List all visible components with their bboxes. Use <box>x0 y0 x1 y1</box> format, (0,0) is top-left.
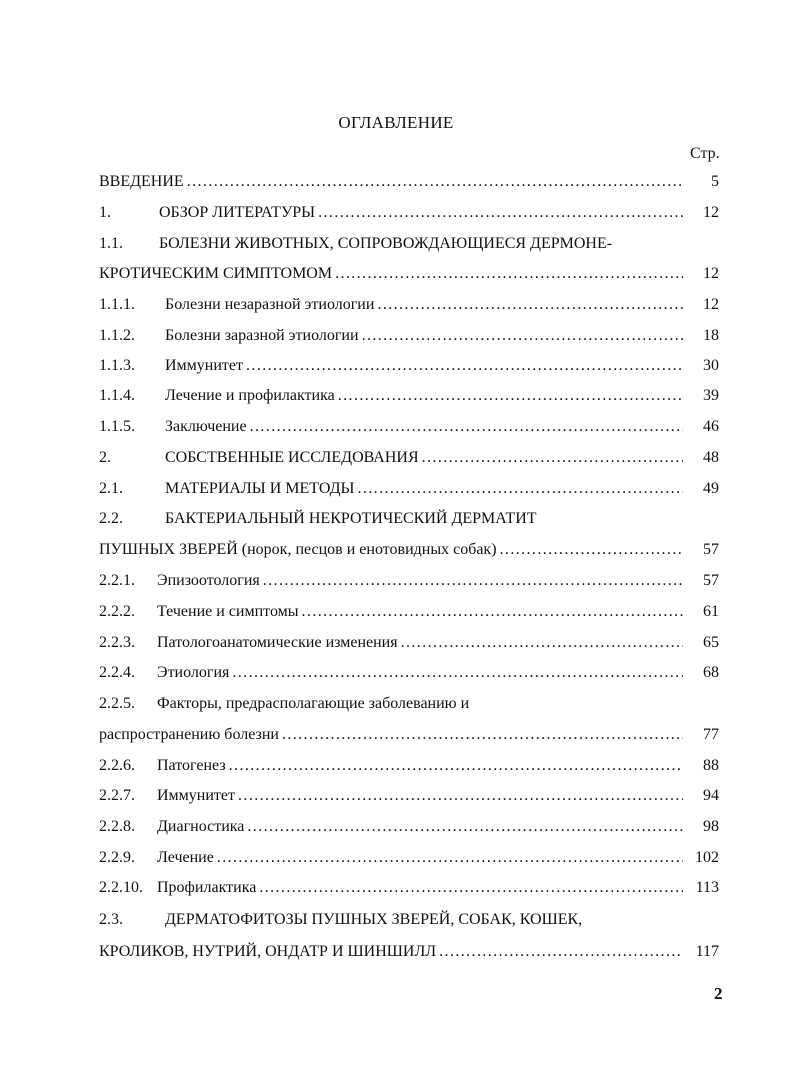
toc-entry-text: ОБЗОР ЛИТЕРАТУРЫ <box>159 204 316 221</box>
toc-entry-page: 113 <box>695 879 719 896</box>
toc-entry-text: ПУШНЫХ ЗВЕРЕЙ (норок, песцов и енотовидных собак) <box>99 541 497 558</box>
toc-entry-text: Патогенез <box>157 757 226 774</box>
toc-entry-number: 1.1.2. <box>99 327 135 344</box>
toc-entry-text: Лечение и профилактика <box>165 387 335 404</box>
toc-entry-text: СОБСТВЕННЫЕ ИССЛЕДОВАНИЯ <box>165 449 419 466</box>
page-number: 2 <box>714 984 723 1003</box>
toc-entry[interactable] <box>99 263 719 285</box>
toc-entry-page: 65 <box>703 634 719 651</box>
toc-entry[interactable] <box>99 539 719 561</box>
toc-entry[interactable] <box>99 724 719 746</box>
toc-entry-number: 2.2.10. <box>99 879 143 896</box>
toc-entry-number: 2.2.3. <box>99 634 135 651</box>
toc-entry-text: Эпизоотология <box>157 572 260 589</box>
leader-dots <box>357 478 683 500</box>
toc-entry-text: Профилактика <box>157 879 257 896</box>
toc-entry[interactable] <box>99 816 719 838</box>
page-title: ОГЛАВЛЕНИЕ <box>338 113 454 132</box>
toc-entry-text: Патологоанатомические изменения <box>157 634 398 651</box>
toc-entry[interactable] <box>99 570 719 592</box>
toc-entry-number: 2.2.4. <box>99 664 135 681</box>
leader-dots <box>318 202 683 224</box>
toc-entry-text: КРОЛИКОВ, НУТРИЙ, ОНДАТР И ШИНШИЛЛ <box>99 943 437 960</box>
leader-dots <box>302 601 683 623</box>
toc-entry-number: 1.1. <box>99 235 123 252</box>
toc-entry-text: Болезни незаразной этиологии <box>165 296 375 313</box>
leader-dots <box>259 877 683 899</box>
toc-entry[interactable] <box>99 632 719 654</box>
toc-entry-page: 12 <box>703 296 719 313</box>
toc-entry-page: 77 <box>703 726 719 743</box>
toc-entry[interactable] <box>99 416 719 438</box>
leader-dots <box>229 755 683 777</box>
toc-entry-number: 2.2.7. <box>99 787 135 804</box>
leader-dots <box>377 294 683 316</box>
toc-entry[interactable] <box>99 202 719 224</box>
toc-entry-page: 57 <box>703 541 719 558</box>
toc-entry-number: 2.1. <box>99 480 123 497</box>
toc-entry[interactable] <box>99 601 719 623</box>
toc-entry-text: Лечение <box>157 849 214 866</box>
toc-entry[interactable] <box>99 941 719 963</box>
toc-entry-number: 2.2.6. <box>99 757 135 774</box>
leader-dots <box>362 325 683 347</box>
toc-entry-page: 117 <box>695 943 719 960</box>
toc-entry-number: 1.1.1. <box>99 296 135 313</box>
toc-entry[interactable] <box>99 325 719 347</box>
toc-entry[interactable] <box>99 478 719 500</box>
toc-entry-text: Заключение <box>165 418 247 435</box>
toc-entry[interactable] <box>99 785 719 807</box>
toc-entry-page: 12 <box>703 204 719 221</box>
leader-dots <box>246 355 683 377</box>
toc-entry-text: Факторы, предрасполагающие заболеванию и <box>157 695 470 712</box>
toc-entry-number: 2.2.5. <box>99 695 135 712</box>
leader-dots <box>250 416 683 438</box>
leader-dots <box>335 263 683 285</box>
toc-entry[interactable] <box>99 755 719 777</box>
toc-entry-page: 102 <box>695 849 719 866</box>
toc-entry[interactable] <box>99 385 719 407</box>
toc-entry-text: Иммунитет <box>157 787 236 804</box>
page-column-label: Стр. <box>690 145 720 162</box>
leader-dots <box>338 385 683 407</box>
toc-entry-number: 1.1.4. <box>99 387 135 404</box>
toc-entry-number: 2.2.8. <box>99 818 135 835</box>
toc-entry-page: 57 <box>703 572 719 589</box>
leader-dots <box>187 171 683 193</box>
toc-entry[interactable] <box>99 355 719 377</box>
toc-entry-page: 94 <box>703 787 719 804</box>
toc-entry-page: 48 <box>703 449 719 466</box>
toc-entry-number: 2.2. <box>99 510 123 527</box>
toc-entry-page: 30 <box>703 357 719 374</box>
toc-entry-page: 12 <box>703 265 719 282</box>
leader-dots <box>247 816 683 838</box>
toc-entry-first-line[interactable] <box>99 233 612 255</box>
toc-entry-number: 2. <box>99 449 111 466</box>
toc-entry-number: 1.1.3. <box>99 357 135 374</box>
toc-entry-text: БАКТЕРИАЛЬНЫЙ НЕКРОТИЧЕСКИЙ ДЕРМАТИТ <box>165 510 537 527</box>
toc-entry[interactable] <box>99 847 719 869</box>
toc-entry-page: 88 <box>703 757 719 774</box>
toc-entry-first-line[interactable] <box>99 693 469 715</box>
toc-entry[interactable] <box>99 171 719 193</box>
leader-dots <box>439 941 683 963</box>
leader-dots <box>232 662 683 684</box>
toc-entry-text: Течение и симптомы <box>157 603 299 620</box>
toc-entry-text: МАТЕРИАЛЫ И МЕТОДЫ <box>165 480 355 497</box>
toc-entry-page: 39 <box>703 387 719 404</box>
toc-entry-page: 46 <box>703 418 719 435</box>
toc-entry-text: ВВЕДЕНИЕ <box>99 173 184 190</box>
toc-entry-first-line[interactable] <box>99 909 582 931</box>
toc-entry-text: КРОТИЧЕСКИМ СИМПТОМОМ <box>99 265 333 282</box>
toc-entry[interactable] <box>99 662 719 684</box>
toc-entry-page: 49 <box>703 480 719 497</box>
toc-entry-first-line[interactable] <box>99 508 537 530</box>
toc-entry-text: Этиология <box>157 664 230 681</box>
toc-entry-page: 5 <box>711 173 719 190</box>
toc-entry-page: 61 <box>703 603 719 620</box>
toc-entry-text: ДЕРМАТОФИТОЗЫ ПУШНЫХ ЗВЕРЕЙ, СОБАК, КОШЕК, <box>165 911 583 928</box>
toc-entry-number: 2.3. <box>99 911 123 928</box>
leader-dots <box>238 785 683 807</box>
toc-entry-text: Диагностика <box>157 818 245 835</box>
toc-entry-number: 1. <box>99 204 111 221</box>
toc-entry-text: БОЛЕЗНИ ЖИВОТНЫХ, СОПРОВОЖДАЮЩИЕСЯ ДЕРМОНЕ- <box>159 235 613 252</box>
toc-entry-number: 2.2.1. <box>99 572 135 589</box>
toc-entry-text: распространению болезни <box>99 726 279 743</box>
leader-dots <box>500 539 683 561</box>
toc-entry[interactable] <box>99 877 719 899</box>
toc-entry-page: 98 <box>703 818 719 835</box>
toc-entry-page: 18 <box>703 327 719 344</box>
toc-entry-number: 1.1.5. <box>99 418 135 435</box>
leader-dots <box>282 724 683 746</box>
toc-entry-text: Болезни заразной этиологии <box>165 327 359 344</box>
leader-dots <box>263 570 683 592</box>
toc-entry-number: 2.2.9. <box>99 849 135 866</box>
toc-entry[interactable] <box>99 447 719 469</box>
leader-dots <box>401 632 683 654</box>
toc-entry-page: 68 <box>703 664 719 681</box>
toc-entry-number: 2.2.2. <box>99 603 135 620</box>
leader-dots <box>217 847 683 869</box>
toc-entry[interactable] <box>99 294 719 316</box>
toc-entry-text: Иммунитет <box>165 357 244 374</box>
leader-dots <box>422 447 683 469</box>
